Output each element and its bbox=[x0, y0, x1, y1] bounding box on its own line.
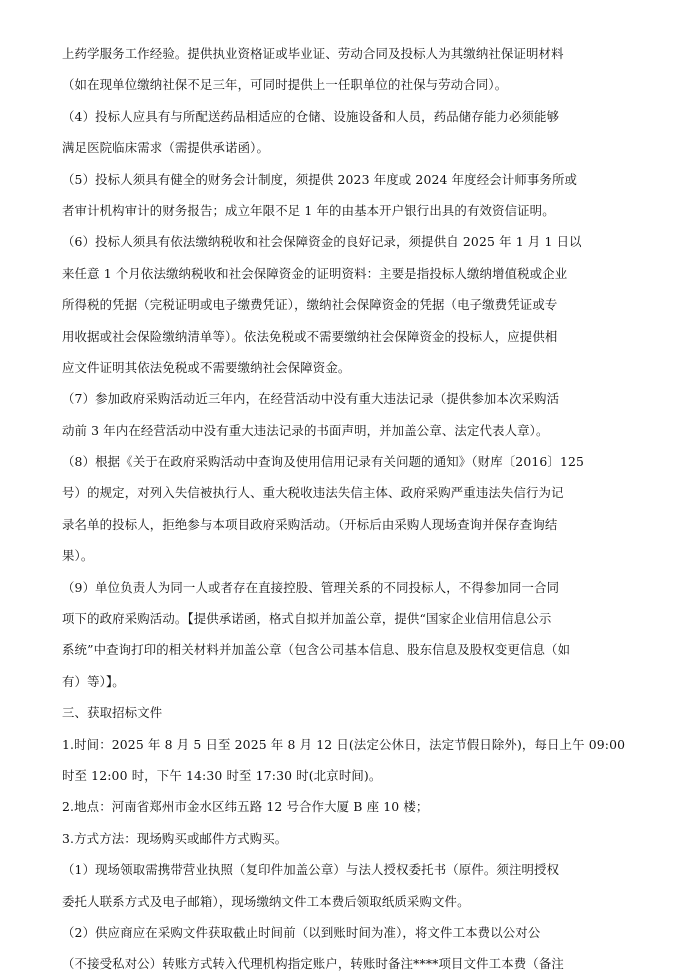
text-line-23: 1.时间：2025 年 8 月 5 日至 2025 年 8 月 12 日(法定公休日，法定节假日除外)，每日上午 09:00 bbox=[62, 736, 626, 752]
text-line-14: （8）根据《关于在政府采购活动中查询及使用信用记录有关问题的通知》（财库〔2016〕125 bbox=[62, 454, 585, 470]
text-line-6: 者审计机构审计的财务报告；成立年限不足 1 年的由基本开户银行出具的有效资信证明。 bbox=[62, 202, 555, 218]
text-line-29: （2）供应商应在采购文件获取截止时间前（以到账时间为准），将文件工本费以公对公 bbox=[62, 924, 541, 940]
text-line-12: （7）参加政府采购活动近三年内，在经营活动中没有重大违法记录（提供参加本次采购活 bbox=[62, 391, 560, 407]
text-line-24: 时至 12:00 时，下午 14:30 时至 17:30 时(北京时间)。 bbox=[62, 767, 382, 783]
text-line-11: 应文件证明其依法免税或不需要缴纳社会保障资金。 bbox=[62, 359, 351, 375]
text-line-25: 2.地点：河南省郑州市金水区纬五路 12 号合作大厦 B 座 10 楼； bbox=[62, 799, 429, 815]
text-line-8: 来任意 1 个月依法缴纳税收和社会保障资金的证明资料：主要是指投标人缴纳增值税或企业 bbox=[62, 265, 568, 281]
text-line-15: 号）的规定，对列入失信被执行人、重大税收违法失信主体、政府采购严重违法失信行为记 bbox=[62, 485, 564, 501]
text-line-21: 有）等）】。 bbox=[62, 673, 125, 689]
text-line-26: 3.方式方法：现场购买或邮件方式购买。 bbox=[62, 830, 288, 846]
text-line-9: 所得税的凭据（完税证明或电子缴费凭证），缴纳社会保障资金的凭据（电子缴费凭证或专 bbox=[62, 297, 558, 313]
text-line-28: 委托人联系方式及电子邮箱），现场缴纳文件工本费后领取纸质采购文件。 bbox=[62, 893, 470, 909]
text-line-10: 用收据或社会保险缴纳清单等）。依法免税或不需要缴纳社会保障资金的投标人，应提供相 bbox=[62, 328, 558, 344]
text-line-19: 项下的政府采购活动。【提供承诺函，格式自拟并加盖公章，提供“国家企业信用信息公示 bbox=[62, 611, 552, 627]
text-line-1: 上药学服务工作经验。提供执业资格证或毕业证、劳动合同及投标人为其缴纳社保证明材料 bbox=[62, 46, 564, 61]
text-line-20: 系统”中查询打印的相关材料并加盖公章（包含公司基本信息、股东信息及股权变更信息（如 bbox=[62, 642, 571, 658]
text-line-30: （不接受私对公）转账方式转入代理机构指定账户，转账时备注****项目文件工本费（备注 bbox=[62, 956, 564, 972]
text-line-7: （6）投标人须具有依法缴纳税收和社会保障资金的良好记录，须提供自 2025 年 1 月 1 日以 bbox=[62, 234, 582, 250]
text-line-2: （如在现单位缴纳社保不足三年，可同时提供上一任职单位的社保与劳动合同）。 bbox=[62, 77, 508, 93]
text-line-13: 动前 3 年内在经营活动中没有重大违法记录的书面声明，并加盖公章、法定代表人章）。 bbox=[62, 422, 549, 438]
text-line-27: （1）现场领取需携带营业执照（复印件加盖公章）与法人授权委托书（原件。须注明授权 bbox=[62, 862, 560, 878]
section-heading: 三、获取招标文件 bbox=[62, 705, 163, 721]
text-line-17: 果）。 bbox=[62, 548, 94, 564]
text-line-5: （5）投标人须具有健全的财务会计制度，须提供 2023 年度或 2024 年度经会计师事务所或 bbox=[62, 171, 578, 187]
text-line-18: （9）单位负责人为同一人或者存在直接控股、管理关系的不同投标人，不得参加同一合同 bbox=[62, 579, 560, 595]
text-line-4: 满足医院临床需求（需提供承诺函）。 bbox=[62, 140, 269, 156]
text-line-16: 录名单的投标人，拒绝参与本项目政府采购活动。（开标后由采购人现场查询并保存查询结 bbox=[62, 516, 558, 532]
text-line-3: （4）投标人应具有与所配送药品相适应的仓储、设施设备和人员，药品储存能力必须能够 bbox=[62, 108, 560, 124]
